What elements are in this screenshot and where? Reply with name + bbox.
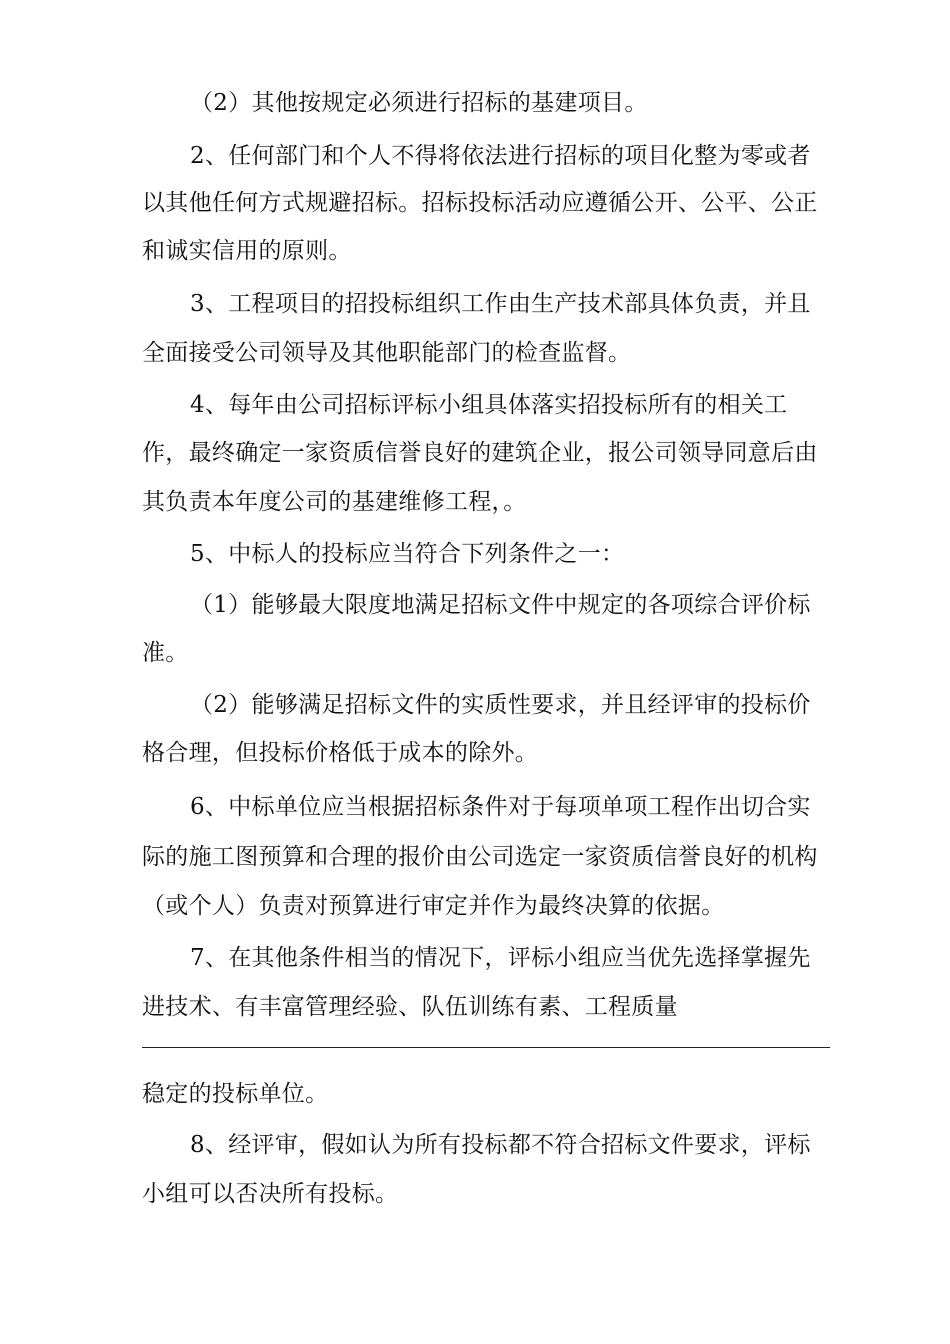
paragraph-line: （或个人）负责对预算进行审定并作为最终决算的依据。 [142, 893, 725, 919]
paragraph-line: （2）其他按规定必须进行招标的基建项目。 [190, 90, 648, 116]
paragraph-line: 4、每年由公司招标评标小组具体落实招投标所有的相关工 [190, 392, 788, 418]
paragraph-line: 和诚实信用的原则。 [142, 238, 352, 264]
paragraph-line: 全面接受公司领导及其他职能部门的检查监督。 [142, 340, 632, 366]
paragraph-line: 3、工程项目的招投标组织工作由生产技术部具体负责，并且 [190, 291, 811, 317]
paragraph-line: 格合理，但投标价格低于成本的除外。 [142, 740, 539, 766]
paragraph-line: 8、经评审，假如认为所有投标都不符合招标文件要求，评标 [190, 1132, 811, 1158]
paragraph-line: 稳定的投标单位。 [142, 1081, 329, 1107]
paragraph-line: 作，最终确定一家资质信誉良好的建筑企业，报公司领导同意后由 [142, 440, 818, 466]
paragraph-line: 2、任何部门和个人不得将依法进行招标的项目化整为零或者 [190, 143, 811, 169]
paragraph-line: 际的施工图预算和合理的报价由公司选定一家资质信誉良好的机构 [142, 844, 818, 870]
horizontal-divider [142, 1047, 830, 1048]
paragraph-line: 小组可以否决所有投标。 [142, 1181, 399, 1207]
paragraph-line: （2）能够满足招标文件的实质性要求，并且经评审的投标价 [190, 692, 811, 718]
paragraph-line: 其负责本年度公司的基建维修工程，。 [142, 489, 527, 515]
paragraph-line: 6、中标单位应当根据招标条件对于每项单项工程作出切合实 [190, 794, 811, 820]
paragraph-line: 准。 [142, 640, 189, 666]
paragraph-line: 以其他任何方式规避招标。招标投标活动应遵循公开、公平、公正 [142, 190, 818, 216]
paragraph-line: 进技术、有丰富管理经验、队伍训练有素、工程质量 [142, 994, 678, 1020]
paragraph-line: 5、中标人的投标应当符合下列条件之一： [190, 541, 625, 567]
paragraph-line: （1）能够最大限度地满足招标文件中规定的各项综合评价标 [190, 592, 811, 618]
paragraph-line: 7、在其他条件相当的情况下，评标小组应当优先选择掌握先 [190, 945, 811, 971]
